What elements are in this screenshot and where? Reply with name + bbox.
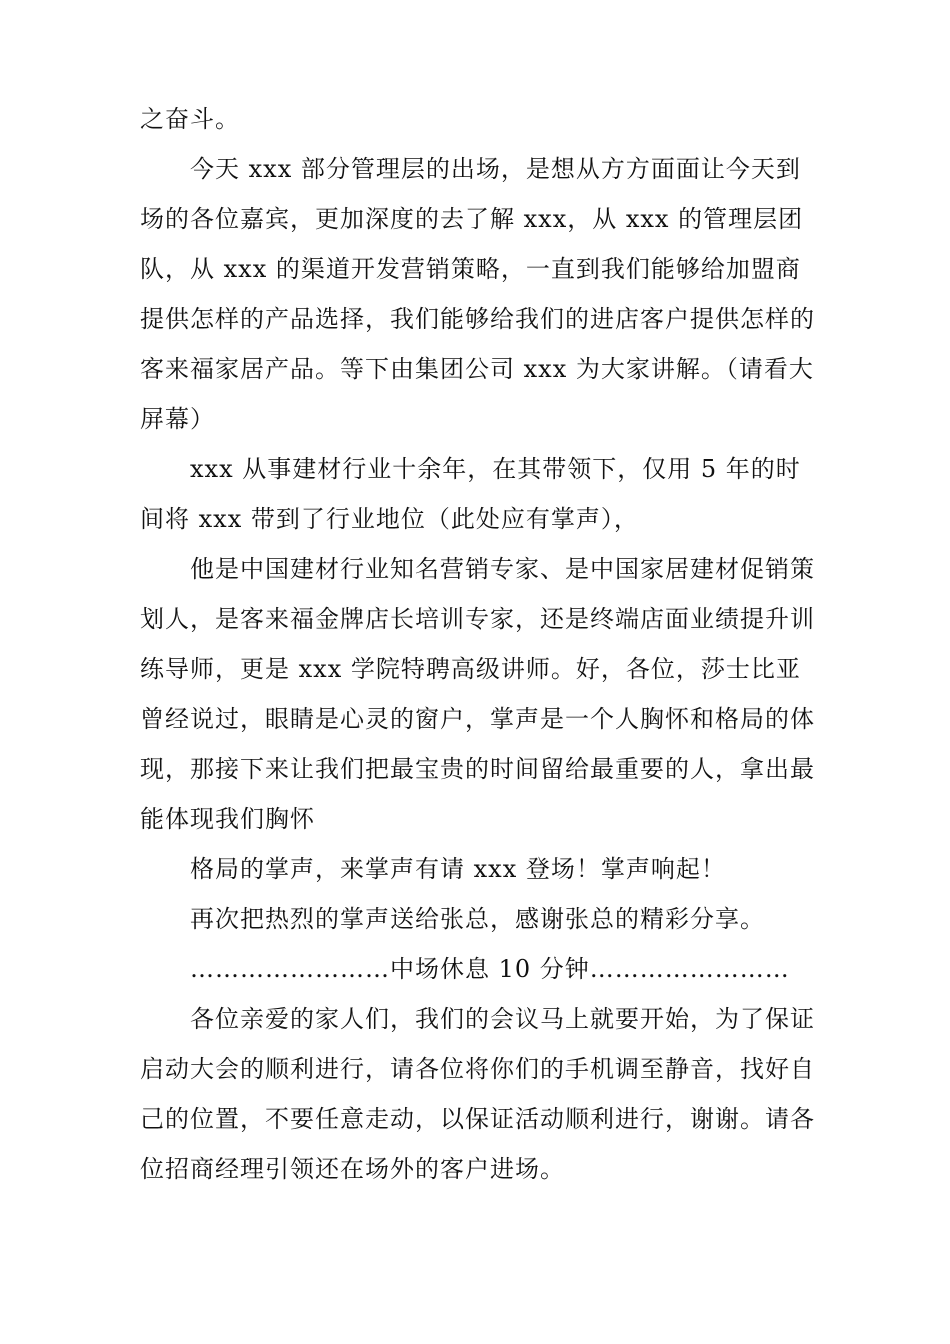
paragraph-8: 各位亲爱的家人们，我们的会议马上就要开始，为了保证启动大会的顺利进行，请各位将你们的手机调至静音，找好自己的位置，不要任意走动，以保证活动顺利进行，谢谢。请各位招商经理引领还在场外的客户进场。	[140, 1005, 815, 1183]
paragraph-4: 他是中国建材行业知名营销专家、是中国家居建材促销策划人，是客来福金牌店长培训专家，还是终端店面业绩提升训练导师，更是 xxx 学院特聘高级讲师。好，各位，莎士比亚曾经说过，眼睛是心灵的窗户，掌声是一个人胸怀和格局的体现，那接下来让我们把最宝贵的时间留给最重要的人，拿出最能体现我们胸怀	[140, 555, 815, 833]
paragraph-3: xxx 从事建材行业十余年，在其带领下，仅用 5 年的时间将 xxx 带到了行业地位（此处应有掌声），	[140, 455, 801, 533]
document-body	[140, 94, 820, 1194]
paragraph-1: 之奋斗。	[140, 105, 240, 133]
paragraph-6: 再次把热烈的掌声送给张总，感谢张总的精彩分享。	[190, 905, 765, 933]
paragraph-5: 格局的掌声，来掌声有请 xxx 登场！掌声响起！	[190, 855, 726, 883]
paragraph-2: 今天 xxx 部分管理层的出场，是想从方方面面让今天到场的各位嘉宾，更加深度的去了解 xxx，从 xxx 的管理层团队，从 xxx 的渠道开发营销策略，一直到我们能够给加盟商提供怎样的产品选择，我们能够给我们的进店客户提供怎样的客来福家居产品。等下由集团公司 xxx 为大家讲解。（请看大屏幕）	[140, 155, 815, 433]
intermission-divider: ……………………中场休息 10 分钟……………………	[190, 955, 790, 983]
